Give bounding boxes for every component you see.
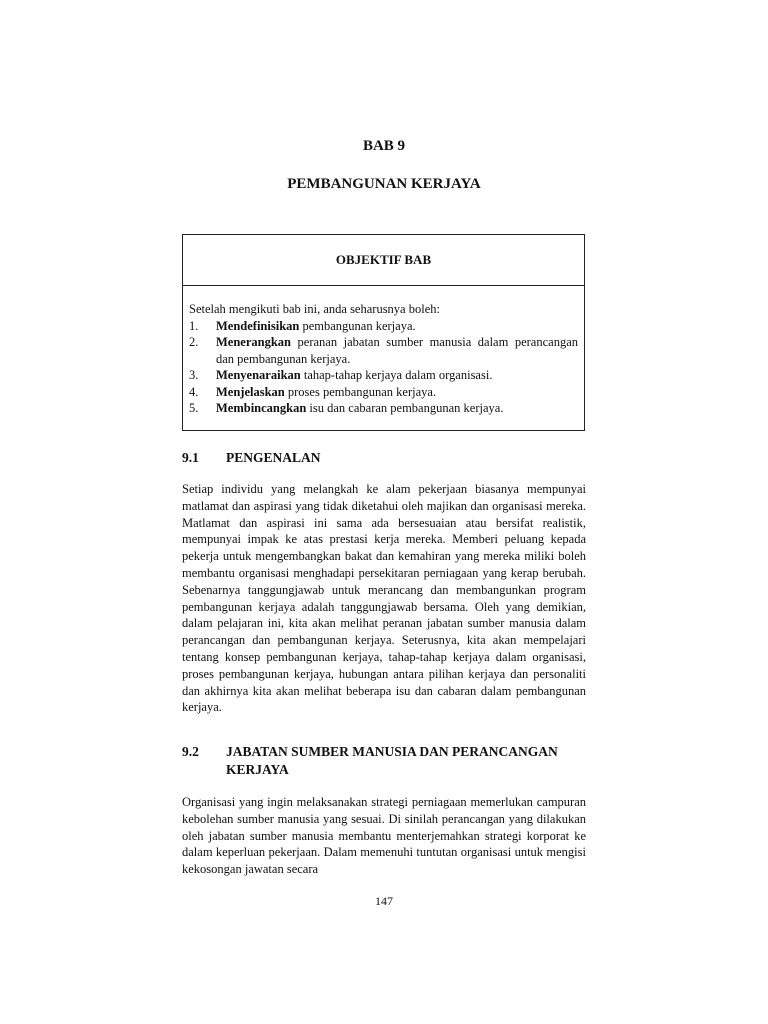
objectives-intro: Setelah mengikuti bab ini, anda seharusnya boleh: (189, 302, 440, 316)
objective-verb: Menjelaskan (216, 384, 285, 399)
objective-verb: Mendefinisikan (216, 318, 300, 333)
section-title: JABATAN SUMBER MANUSIA DAN PERANCANGAN KERJAYA (226, 744, 558, 777)
section-paragraph-9-1: Setiap individu yang melangkah ke alam pekerjaan biasanya mempunyai matlamat dan aspirasi yang tidak diketahui oleh majikan dan organisasi mereka. Matlamat dan aspirasi ini sama ada bersesuaian atau bersifat realistik, mempunyai impak ke atas prestasi kerja mereka. Memberi peluang kepada pekerja untuk mengembangkan bakat dan kemahiran yang mereka miliki boleh membantu organisasi menghadapi persekitaran perniagaan yang kerap berubah. Sebenarnya tanggungjawab untuk merancang dan membangunkan program pembangunan kerjaya adalah tanggungjawab bersama. Oleh yang demikian, dalam pelajaran ini, kita akan melihat peranan jabatan sumber manusia dalam perancangan dan pembangunan kerjaya. Seterusnya, kita akan mempelajari tentang konsep pembangunan kerjaya, tahap-tahap kerjaya dalam organisasi, proses pembangunan kerjaya, hubungan antara pilihan kerjaya dan personaliti dan akhirnya kita akan melihat beberapa isu dan cabaran dalam pembangunan kerjaya. (182, 482, 586, 715)
section-paragraph-9-2: Organisasi yang ingin melaksanakan strategi perniagaan memerlukan campuran kebolehan sumber manusia yang sesuai. Di sinilah perancangan yang dilakukan oleh jabatan sumber manusia membantu menterjemahkan strategi korporat ke dalam keperluan pekerjaan. Dalam memenuhi tuntutan organisasi untuk mengisi kekosongan jawatan secara (182, 795, 586, 877)
objective-text (216, 318, 578, 335)
objective-description: isu dan cabaran pembangunan kerjaya. (306, 401, 504, 415)
objective-item (189, 384, 578, 401)
objective-text (216, 400, 578, 417)
section-number: 9.2 (182, 744, 199, 759)
objectives-box (182, 234, 585, 431)
objective-verb: Menyenaraikan (216, 368, 301, 382)
objective-text (216, 367, 578, 384)
objective-number: 4. (189, 384, 199, 399)
objective-item (189, 318, 578, 335)
objectives-heading: OBJEKTIF BAB (183, 235, 584, 286)
objectives-body (183, 286, 584, 417)
objective-description: peranan jabatan sumber manusia dalam perancangan dan pembangunan kerjaya. (216, 335, 578, 366)
section-number: 9.1 (182, 450, 199, 465)
objective-description: proses pembangunan kerjaya. (284, 384, 437, 399)
objective-text (216, 384, 578, 401)
objective-verb: Menerangkan (216, 335, 291, 349)
objective-number: 2. (189, 335, 199, 349)
objective-item (189, 334, 578, 367)
chapter-title: PEMBANGUNAN KERJAYA (287, 176, 481, 192)
section-heading-9-1 (182, 449, 586, 467)
objective-item (189, 400, 578, 417)
objectives-list (189, 318, 578, 417)
objective-item (189, 367, 578, 384)
objective-description: tahap-tahap kerjaya dalam organisasi. (300, 368, 493, 382)
objective-number: 3. (189, 368, 199, 382)
section-heading-9-2 (182, 743, 586, 779)
objective-text (216, 334, 578, 367)
objective-number: 1. (189, 318, 199, 333)
section-title: PENGENALAN (226, 450, 321, 465)
page-number: 147 (375, 894, 393, 908)
chapter-number: BAB 9 (362, 138, 406, 154)
objective-verb: Membincangkan (216, 401, 307, 415)
objective-description: pembangunan kerjaya. (299, 318, 416, 333)
objective-number: 5. (189, 401, 199, 415)
